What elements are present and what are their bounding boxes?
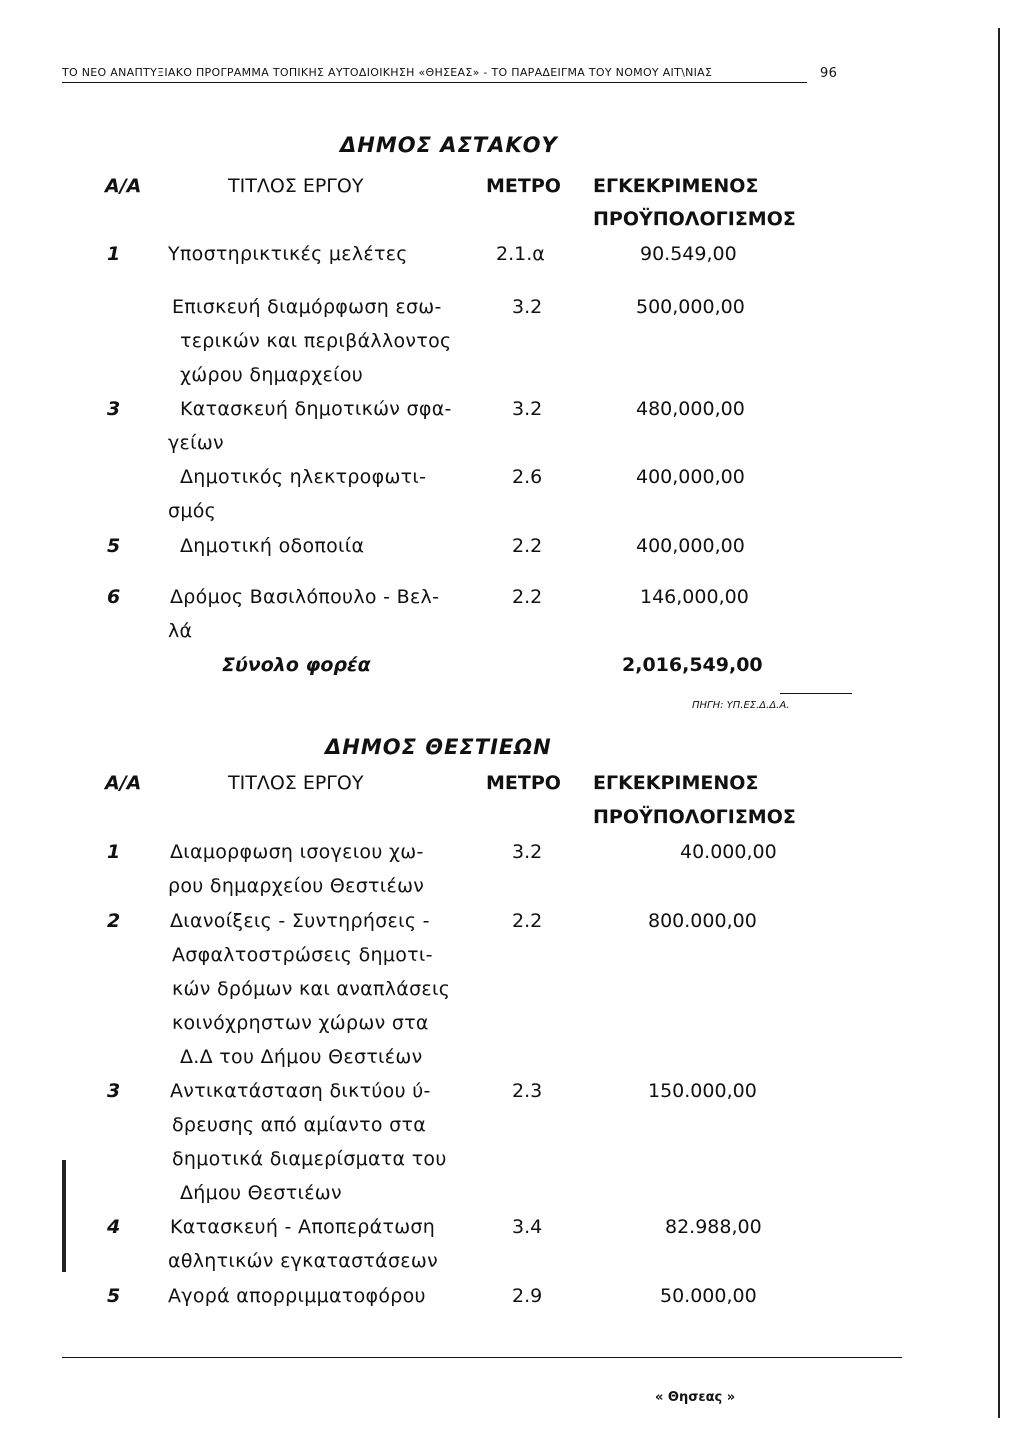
header-rule — [62, 82, 807, 83]
header-text: ΤΟ ΝΕΟ ΑΝΑΠΤΥΞΙΑΚΟ ΠΡΟΓΡΑΜΜΑ ΤΟΠΙΚΗΣ ΑΥΤΟΔΙΟΙΚΗΣΗ «ΘΗΣΕΑΣ» - ΤΟ ΠΑΡΑΔΕΙΓΜΑ ΤΟΥ ΝΟΜΟΥ ΑΙΤ\ΝΙΑΣ — [62, 66, 713, 79]
s1-row5-title: Δημοτική οδοποιία — [180, 535, 365, 557]
s1-row3-budget: 480,000,00 — [636, 398, 745, 420]
s2-row4-measure: 3.4 — [512, 1216, 543, 1238]
s1-row6-measure: 2.2 — [512, 586, 543, 608]
s2-row5-budget: 50.000,00 — [660, 1285, 757, 1307]
s1-row3-idx: 3 — [107, 398, 121, 420]
s1-row3-measure: 3.2 — [512, 398, 543, 420]
s2-row2-title-5: Δ.Δ του Δήμου Θεστιέων — [180, 1046, 423, 1068]
s2-col-measure: ΜΕΤΡΟ — [486, 772, 561, 794]
s2-row3-idx: 3 — [107, 1080, 121, 1102]
s1-row1-title: Υποστηρικτικές μελέτες — [168, 243, 408, 265]
s2-row3-title-4: Δήμου Θεστιέων — [180, 1182, 342, 1204]
s1-row5-idx: 5 — [107, 535, 121, 557]
s2-row5-title: Αγορά απορριμματοφόρου — [168, 1285, 426, 1307]
s2-row2-title-1: Διανοίξεις - Συντηρήσεις - — [170, 910, 430, 932]
s2-row1-measure: 3.2 — [512, 841, 543, 863]
s2-row3-measure: 2.3 — [512, 1080, 543, 1102]
s1-row4-measure: 2.6 — [512, 466, 543, 488]
s2-row2-title-2: Ασφαλτοστρώσεις δημοτι- — [172, 944, 433, 966]
s1-col-measure: ΜΕΤΡΟ — [486, 175, 561, 197]
s2-row5-idx: 5 — [107, 1285, 121, 1307]
s2-row3-title-3: δημοτικά διαμερίσματα του — [172, 1148, 447, 1170]
s1-col-budget-2: ΠΡΟΫΠΟΛΟΓΙΣΜΟΣ — [593, 208, 796, 230]
s1-col-idx: Α/Α — [105, 175, 142, 197]
s1-col-title: ΤΙΤΛΟΣ ΕΡΓΟΥ — [228, 175, 364, 197]
s1-row2-title-1: Επισκευή διαμόρφωση εσω- — [172, 296, 442, 318]
s1-row3-title-1: Κατασκευή δημοτικών σφα- — [180, 398, 452, 420]
running-header — [62, 66, 842, 79]
s1-row2-title-2: τερικών και περιβάλλοντος — [180, 330, 452, 352]
s1-row2-budget: 500,000,00 — [636, 296, 745, 318]
s2-row4-budget: 82.988,00 — [665, 1216, 762, 1238]
s1-row4-budget: 400,000,00 — [636, 466, 745, 488]
s1-row6-idx: 6 — [107, 586, 121, 608]
s2-row4-title-1: Κατασκευή - Αποπεράτωση — [170, 1216, 436, 1238]
s1-row5-budget: 400,000,00 — [636, 535, 745, 557]
s1-row2-measure: 3.2 — [512, 296, 543, 318]
s1-row5-measure: 2.2 — [512, 535, 543, 557]
source-rule — [780, 693, 852, 694]
s2-row3-budget: 150.000,00 — [648, 1080, 757, 1102]
bottom-rule — [62, 1357, 902, 1358]
s2-col-budget-2: ΠΡΟΫΠΟΛΟΓΙΣΜΟΣ — [593, 806, 796, 828]
s1-total-value: 2,016,549,00 — [622, 654, 763, 676]
s1-row6-title-2: λά — [168, 620, 193, 642]
section1-title: ΔΗΜΟΣ ΑΣΤΑΚΟΥ — [340, 133, 558, 157]
s2-col-budget-1: ΕΓΚΕΚΡΙΜΕΝΟΣ — [593, 772, 759, 794]
s2-row2-title-3: κών δρόμων και αναπλάσεις — [172, 978, 451, 1000]
s2-row2-budget: 800.000,00 — [648, 910, 757, 932]
s1-source: ΠΗΓΗ: ΥΠ.ΕΣ.Δ.Δ.Α. — [692, 700, 790, 711]
s2-row3-title-2: δρευσης από αμίαντο στα — [172, 1114, 427, 1136]
s2-row1-budget: 40.000,00 — [680, 841, 777, 863]
right-margin-line — [998, 28, 1000, 1418]
s1-row6-budget: 146,000,00 — [640, 586, 749, 608]
s2-row1-idx: 1 — [107, 841, 121, 863]
footer-logo-text: « Θησεας » — [655, 1390, 736, 1405]
s2-row5-measure: 2.9 — [512, 1285, 543, 1307]
s2-row4-title-2: αθλητικών εγκαταστάσεων — [168, 1250, 439, 1272]
s2-row2-measure: 2.2 — [512, 910, 543, 932]
s2-col-idx: Α/Α — [105, 772, 142, 794]
s1-row3-title-2: γείων — [168, 432, 224, 454]
section2-title: ΔΗΜΟΣ ΘΕΣΤΙΕΩΝ — [325, 735, 552, 759]
s1-total-label: Σύνολο φορέα — [222, 654, 371, 676]
page-number: 96 — [820, 66, 838, 81]
s1-row1-budget: 90.549,00 — [640, 243, 737, 265]
s2-row4-idx: 4 — [107, 1216, 121, 1238]
left-margin-bar — [62, 1160, 66, 1272]
s1-col-budget-1: ΕΓΚΕΚΡΙΜΕΝΟΣ — [593, 175, 759, 197]
s1-row6-title-1: Δρόμος Βασιλόπουλο - Βελ- — [170, 586, 440, 608]
s1-row4-title-1: Δημοτικός ηλεκτροφωτι- — [180, 466, 427, 488]
s1-row1-idx: 1 — [107, 243, 121, 265]
s2-row2-title-4: κοινόχρηστων χώρων στα — [172, 1012, 429, 1034]
s1-row2-title-3: χώρου δημαρχείου — [180, 364, 364, 386]
s2-row1-title-2: ρου δημαρχείου Θεστιέων — [168, 875, 425, 897]
s2-row1-title-1: Διαμορφωση ισογειου χω- — [170, 841, 424, 863]
s1-row4-title-2: σμός — [168, 500, 217, 522]
s2-row2-idx: 2 — [107, 910, 121, 932]
s1-row1-measure: 2.1.α — [496, 243, 545, 265]
s2-row3-title-1: Αντικατάσταση δικτύου ύ- — [170, 1080, 431, 1102]
s2-col-title: ΤΙΤΛΟΣ ΕΡΓΟΥ — [228, 772, 364, 794]
